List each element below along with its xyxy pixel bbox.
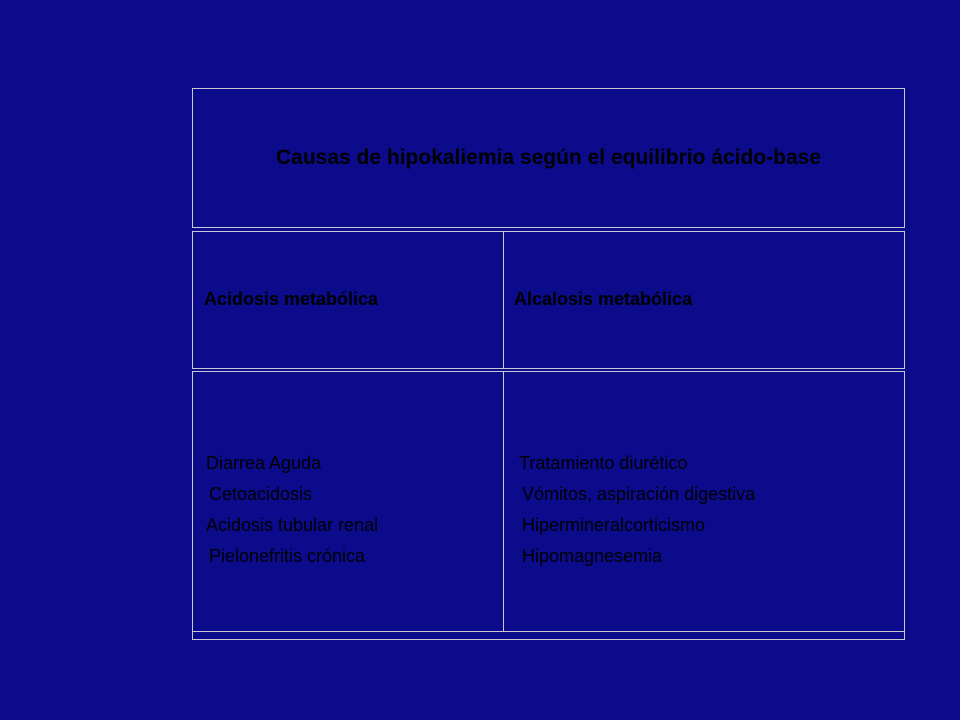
list-item: Hipermineralcorticismo [522, 515, 706, 535]
list-item: Hipomagnesemia [522, 546, 663, 566]
header-cell-alcalosis [503, 231, 905, 369]
list-item: Acidosis tubular renal [206, 515, 379, 535]
list-item: Diarrea Aguda [206, 453, 322, 473]
body-cell-acidosis [192, 371, 504, 632]
column-header-alcalosis: Alcalosis metabólica [514, 289, 693, 309]
table-title: Causas de hipokaliemia según el equilibrio ácido-base [276, 146, 821, 169]
list-item: Tratamiento diurético [519, 453, 688, 473]
body-cell-alcalosis [503, 371, 905, 632]
column-header-acidosis: Acidosis metabólica [204, 289, 379, 309]
causes-table [192, 88, 905, 640]
acidosis-causes-list [206, 448, 378, 572]
title-cell [192, 88, 905, 228]
list-item: Pielonefritis crónica [209, 546, 366, 566]
header-cell-acidosis [192, 231, 504, 369]
alcalosis-causes-list [519, 448, 755, 572]
list-item: Cetoacidosis [209, 484, 313, 504]
list-item: Vómitos, aspiración digestiva [522, 484, 756, 504]
table-bottom-row [192, 631, 905, 640]
